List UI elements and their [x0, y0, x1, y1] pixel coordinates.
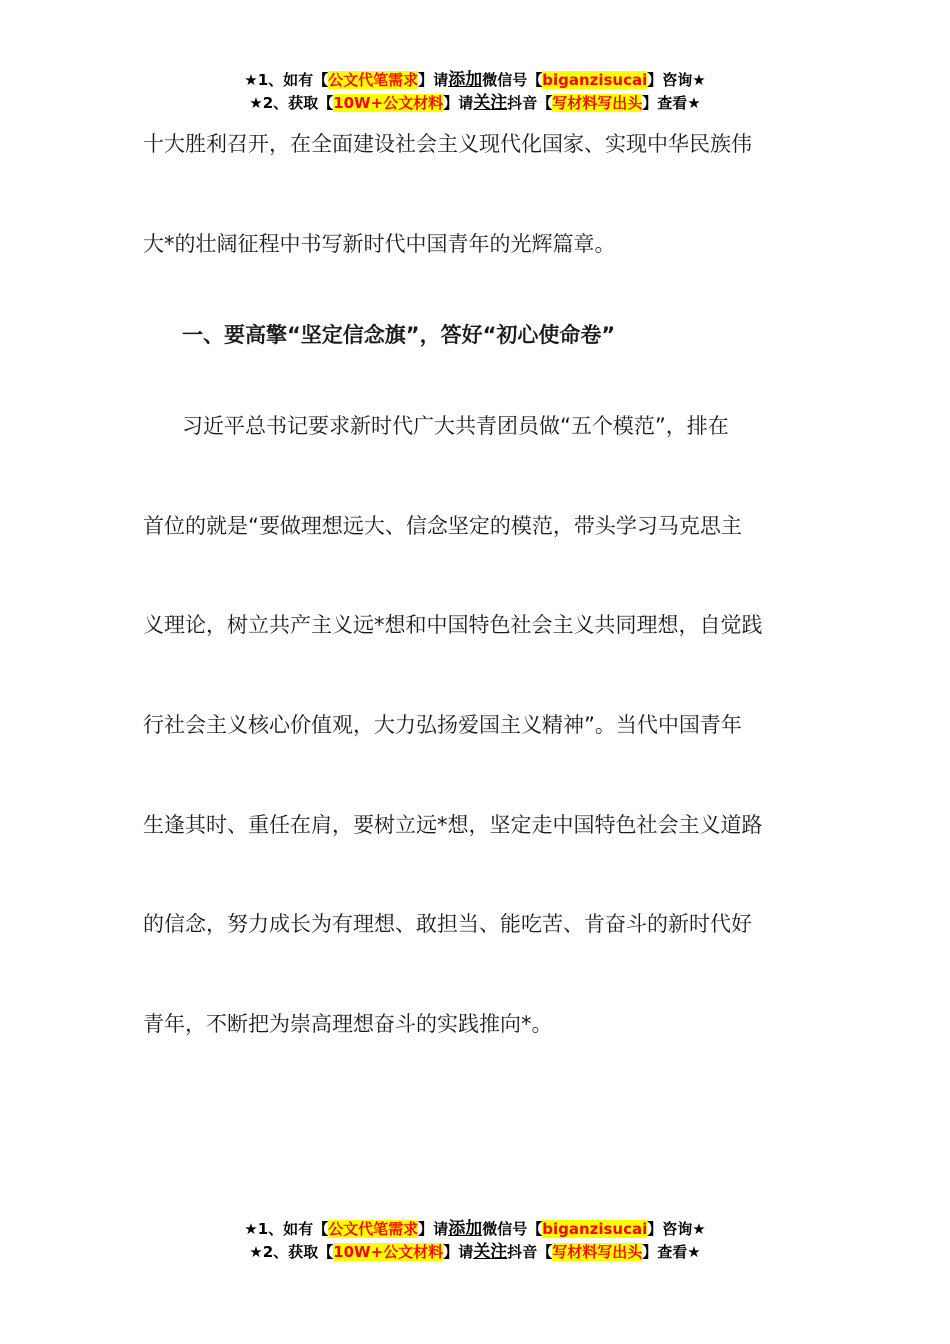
paragraph-line: 习近平总书记要求新时代广大共青团员做“五个模范”，排在: [182, 414, 729, 438]
highlight-material: 10W+公文材料: [333, 94, 444, 112]
banner-line-1: [0, 1218, 950, 1241]
banner-text: 抖音【: [507, 1243, 553, 1261]
banner-line-2: [0, 1241, 950, 1264]
highlight-douyin: 写材料写出头: [552, 1243, 643, 1261]
paragraph-line: 的信念，努力成长为有理想、敢担当、能吃苦、肯奋斗的新时代好: [143, 912, 752, 936]
header-banner: [0, 69, 950, 115]
banner-text: ★1、如有【: [244, 71, 329, 89]
banner-text: 】查看★: [642, 94, 701, 112]
banner-text: 】咨询★: [647, 71, 706, 89]
banner-text: 】请: [418, 71, 449, 89]
banner-text: ★2、获取【: [249, 94, 334, 112]
highlight-wechat-id: biganzisucai: [542, 71, 648, 89]
highlight-material: 10W+公文材料: [333, 1243, 444, 1261]
highlight-douyin: 写材料写出头: [552, 94, 643, 112]
emphasis-follow: 关注: [473, 1242, 508, 1262]
banner-line-2: [0, 92, 950, 115]
banner-text: 微信号【: [482, 1220, 543, 1238]
banner-line-1: [0, 69, 950, 92]
highlight-service: 公文代笔需求: [328, 71, 419, 89]
paragraph-line: 大*的壮阔征程中书写新时代中国青年的光辉篇章。: [143, 232, 616, 256]
section-heading: 一、要高擎“坚定信念旗”，答好“初心使命卷”: [182, 323, 616, 347]
banner-text: 】查看★: [642, 1243, 701, 1261]
banner-text: 抖音【: [507, 94, 553, 112]
paragraph-line: 首位的就是“要做理想远大、信念坚定的模范，带头学习马克思主: [143, 514, 742, 538]
emphasis-add: 添加: [448, 1219, 483, 1239]
paragraph-line: 行社会主义核心价值观，大力弘扬爱国主义精神”。当代中国青年: [143, 713, 742, 737]
footer-banner: [0, 1218, 950, 1264]
highlight-wechat-id: biganzisucai: [542, 1220, 648, 1238]
paragraph-line: 青年，不断把为崇高理想奋斗的实践推向*。: [143, 1012, 553, 1036]
highlight-service: 公文代笔需求: [328, 1220, 419, 1238]
paragraph-line: 义理论，树立共产主义远*想和中国特色社会主义共同理想，自觉践: [143, 613, 763, 637]
paragraph-line: 十大胜利召开，在全面建设社会主义现代化国家、实现中华民族伟: [143, 132, 752, 156]
banner-text: 】请: [443, 94, 474, 112]
emphasis-follow: 关注: [473, 93, 508, 113]
banner-text: 】请: [443, 1243, 474, 1261]
banner-text: ★1、如有【: [244, 1220, 329, 1238]
banner-text: 】请: [418, 1220, 449, 1238]
emphasis-add: 添加: [448, 70, 483, 90]
paragraph-line: 生逢其时、重任在肩，要树立远*想，坚定走中国特色社会主义道路: [143, 813, 763, 837]
banner-text: 】咨询★: [647, 1220, 706, 1238]
banner-text: 微信号【: [482, 71, 543, 89]
banner-text: ★2、获取【: [249, 1243, 334, 1261]
